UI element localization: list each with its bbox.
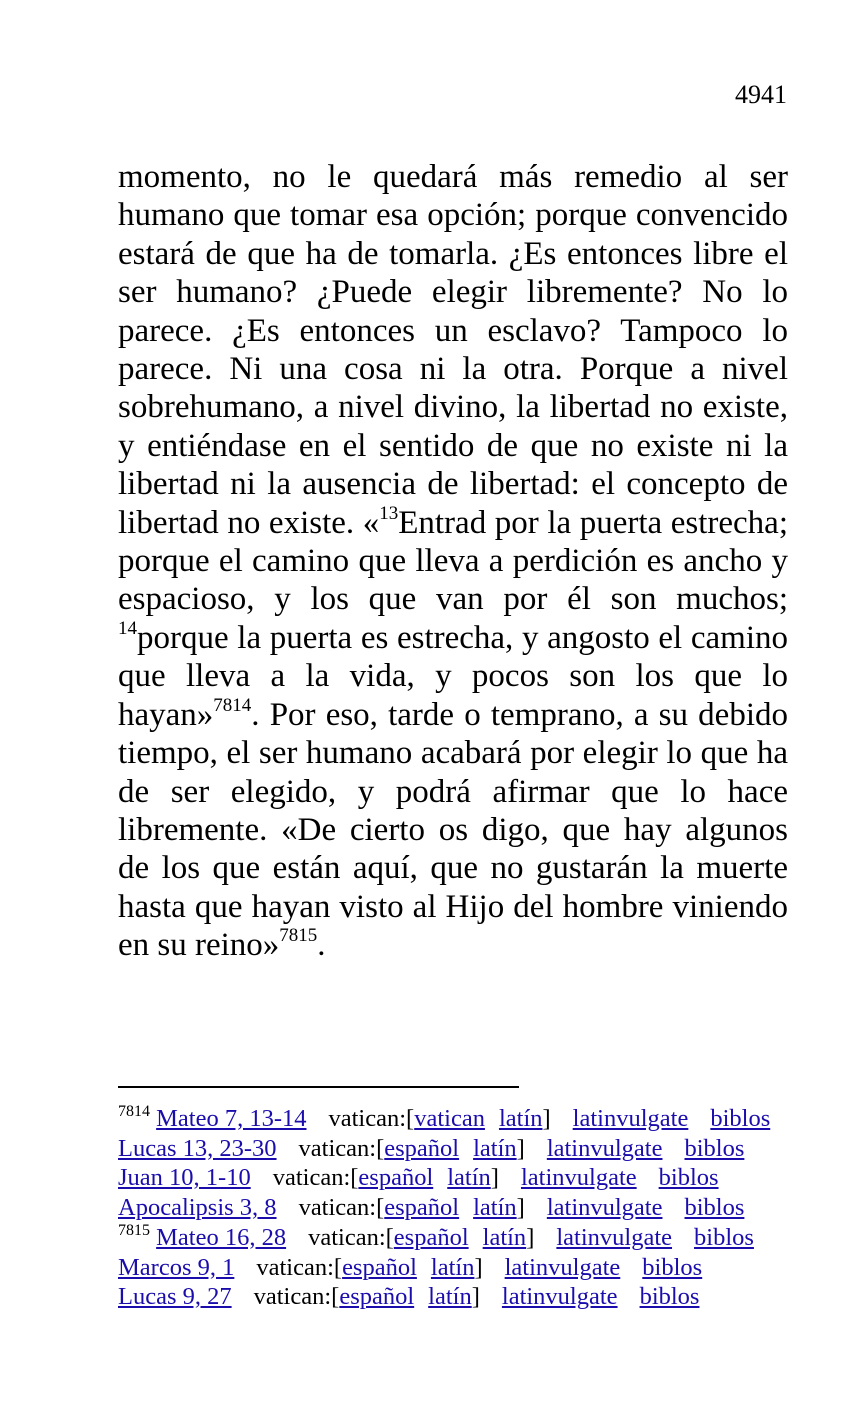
footnote-line: [118, 1134, 818, 1164]
verse-number-14: 14: [118, 617, 137, 639]
bracket-close: ]: [516, 1134, 525, 1162]
bracket-close: ]: [526, 1223, 535, 1251]
espanol-link[interactable]: español: [393, 1223, 469, 1251]
latinvulgate-link[interactable]: latinvulgate: [546, 1194, 663, 1222]
body-text-1: momento, no le quedará más remedio al ser humano que tomar esa opción; porque convencido estará de que ha de tomarla. ¿Es entonces libre el ser humano? ¿Puede elegir libremente? No lo parece. ¿Es entonces un esclavo? Tampoco lo parece. Ni una cosa ni la otra. Porque a nivel sobrehumano, a nivel divino, la libertad no existe, y entiéndase en el sentido de que no existe ni la libertad ni la ausencia de libertad: el concepto de libertad no existe. «: [118, 159, 788, 541]
latin-link[interactable]: latín: [447, 1164, 491, 1192]
espanol-link[interactable]: español: [384, 1134, 460, 1162]
latinvulgate-link[interactable]: latinvulgate: [504, 1253, 621, 1281]
reference-link[interactable]: Juan 10, 1-10: [118, 1164, 251, 1192]
biblos-link[interactable]: biblos: [684, 1194, 745, 1222]
biblos-link[interactable]: biblos: [658, 1164, 719, 1192]
bracket-close: ]: [474, 1253, 483, 1281]
reference-link[interactable]: Marcos 9, 1: [118, 1253, 235, 1281]
latinvulgate-link[interactable]: latinvulgate: [572, 1105, 689, 1132]
latin-link[interactable]: latín: [428, 1283, 472, 1311]
latin-link[interactable]: latín: [473, 1194, 517, 1222]
biblos-link[interactable]: biblos: [684, 1134, 745, 1162]
body-text-3: porque la puerta es estrecha, y angosto el camino que lleva a la vida, y pocos son los que lo hayan»: [118, 619, 788, 733]
espanol-link[interactable]: español: [358, 1164, 434, 1192]
latin-link[interactable]: latín: [482, 1223, 527, 1251]
footnote-line: [118, 1163, 818, 1193]
latinvulgate-link[interactable]: latinvulgate: [546, 1134, 663, 1162]
vatican-prefix: vatican:[: [308, 1223, 394, 1251]
page-number: 4941: [735, 80, 787, 109]
body-text: [118, 158, 788, 965]
reference-link[interactable]: Mateo 7, 13-14: [156, 1105, 307, 1132]
footnote-number: 7815: [118, 1221, 150, 1239]
biblos-link[interactable]: biblos: [710, 1105, 771, 1132]
footnote-line: [118, 1193, 818, 1223]
biblos-link[interactable]: biblos: [694, 1223, 754, 1251]
body-text-5: .: [317, 927, 326, 964]
vatican-prefix: vatican:[: [328, 1105, 415, 1132]
latin-link[interactable]: latín: [430, 1253, 475, 1281]
espanol-link[interactable]: español: [342, 1253, 417, 1281]
footnote-ref-7814: 7814: [213, 694, 252, 716]
vatican-link[interactable]: vatican: [414, 1105, 485, 1132]
vatican-prefix: vatican:[: [272, 1164, 359, 1192]
footnote-line: [118, 1104, 818, 1134]
bracket-close: ]: [542, 1105, 551, 1132]
latin-link[interactable]: latín: [498, 1105, 543, 1132]
footnote-number: 7814: [118, 1102, 150, 1120]
vatican-prefix: vatican:[: [256, 1253, 343, 1281]
espanol-link[interactable]: español: [384, 1194, 460, 1222]
bracket-close: ]: [490, 1164, 499, 1192]
body-text-2: Entrad por la puerta estrecha; porque el camino que lleva a perdición es ancho y espacioso, y los que van por él son muchos;: [118, 504, 788, 618]
body-paragraph: [118, 158, 788, 965]
reference-link[interactable]: Lucas 9, 27: [118, 1283, 232, 1311]
espanol-link[interactable]: español: [339, 1283, 415, 1311]
body-text-4: . Por eso, tarde o temprano, a su debido tiempo, el ser humano acabará por elegir lo que ha de ser elegido, y podrá afirmar que lo hace libremente. «De cierto os digo, que hay algunos de los que están aquí, que no gustarán la muerte hasta que hayan visto al Hijo del hombre viniendo en su reino»: [118, 696, 788, 964]
bracket-close: ]: [471, 1283, 480, 1311]
footnote-divider: [118, 1086, 519, 1088]
vatican-prefix: vatican:[: [253, 1283, 340, 1311]
vatican-prefix: vatican:[: [298, 1194, 385, 1222]
vatican-prefix: vatican:[: [298, 1134, 385, 1162]
latinvulgate-link[interactable]: latinvulgate: [501, 1283, 618, 1311]
biblos-link[interactable]: biblos: [642, 1253, 703, 1281]
footnotes: [118, 1104, 818, 1312]
biblos-link[interactable]: biblos: [639, 1283, 700, 1311]
verse-number-13: 13: [379, 502, 399, 524]
latinvulgate-link[interactable]: latinvulgate: [556, 1223, 673, 1251]
bracket-close: ]: [516, 1194, 525, 1222]
footnote-line: [118, 1253, 818, 1283]
reference-link[interactable]: Apocalipsis 3, 8: [118, 1194, 277, 1222]
footnote-ref-7815: 7815: [279, 925, 318, 947]
reference-link[interactable]: Mateo 16, 28: [156, 1223, 287, 1251]
latin-link[interactable]: latín: [473, 1134, 517, 1162]
footnote-line: [118, 1282, 818, 1312]
latinvulgate-link[interactable]: latinvulgate: [520, 1164, 637, 1192]
footnote-line: [118, 1223, 818, 1253]
reference-link[interactable]: Lucas 13, 23-30: [118, 1134, 277, 1162]
